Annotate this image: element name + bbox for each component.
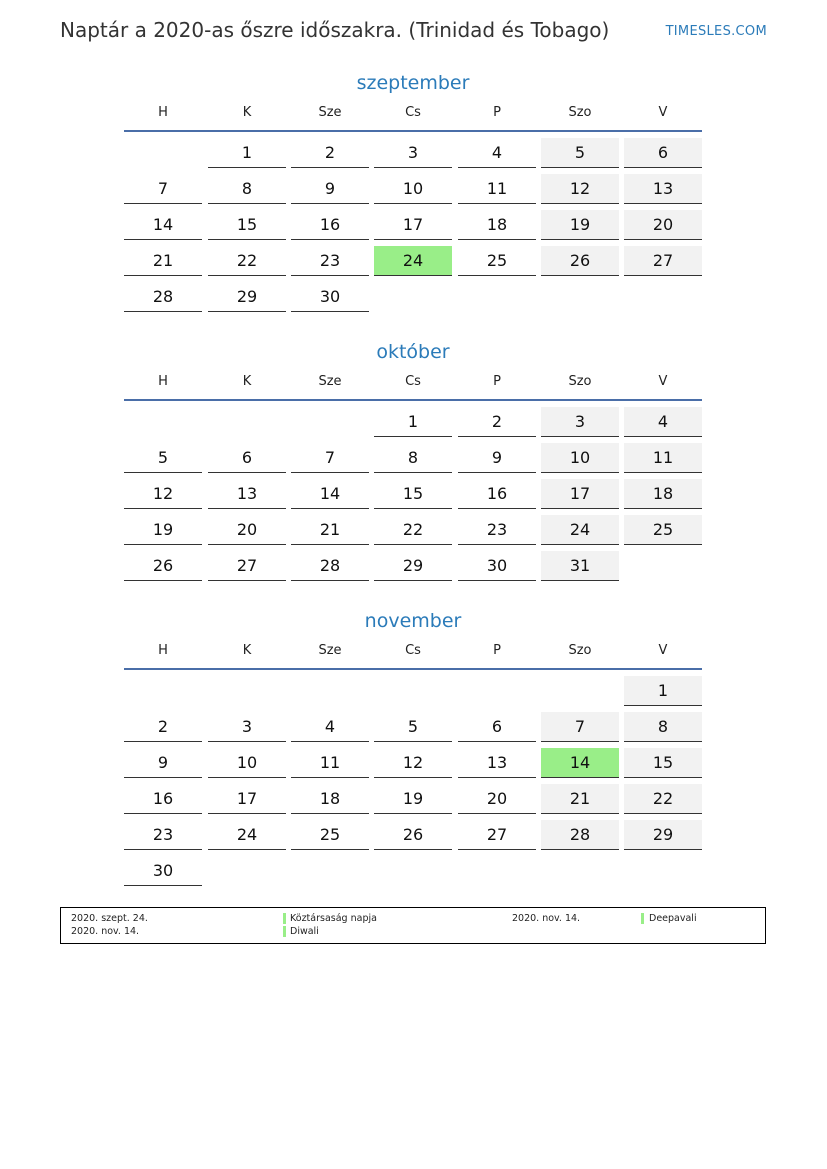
holiday-legend: [60, 907, 766, 944]
day-cell: 27: [624, 246, 702, 276]
day-cell: 29: [208, 282, 286, 312]
day-cell: 21: [541, 784, 619, 814]
day-cell: 15: [208, 210, 286, 240]
day-cell: 21: [124, 246, 202, 276]
weekday-header: V: [658, 374, 668, 389]
day-cell: 13: [458, 748, 536, 778]
day-cell: 26: [541, 246, 619, 276]
day-cell: 8: [374, 443, 452, 473]
day-cell: 20: [624, 210, 702, 240]
weekday-header: Szo: [568, 374, 592, 389]
day-cell: 19: [124, 515, 202, 545]
weekday-header: V: [658, 105, 668, 120]
day-cell: 30: [291, 282, 369, 312]
legend-holiday-name: Diwali: [290, 926, 319, 937]
day-cell: 15: [624, 748, 702, 778]
day-cell: 18: [458, 210, 536, 240]
month-name: szeptember: [356, 72, 470, 94]
day-cell: 8: [624, 712, 702, 742]
day-cell: 25: [291, 820, 369, 850]
day-cell: 10: [541, 443, 619, 473]
day-cell: 28: [291, 551, 369, 581]
day-cell: 19: [374, 784, 452, 814]
day-cell: 11: [624, 443, 702, 473]
weekday-header: K: [242, 643, 252, 658]
day-cell: 4: [624, 407, 702, 437]
weekday-header: H: [158, 105, 168, 120]
day-cell: 8: [208, 174, 286, 204]
day-cell: 23: [291, 246, 369, 276]
day-cell: 23: [124, 820, 202, 850]
legend-date: 2020. nov. 14.: [512, 913, 581, 924]
weekday-header: K: [242, 374, 252, 389]
day-cell: 25: [624, 515, 702, 545]
holiday-color-swatch: [283, 913, 286, 924]
day-cell: 17: [374, 210, 452, 240]
page-title: Naptár a 2020-as őszre időszakra. (Trinidad és Tobago): [60, 18, 610, 42]
weekday-header: Cs: [405, 643, 421, 658]
day-cell: 28: [124, 282, 202, 312]
day-cell: 9: [291, 174, 369, 204]
day-cell: 22: [624, 784, 702, 814]
day-cell: 20: [458, 784, 536, 814]
weekday-header: Szo: [568, 105, 592, 120]
legend-entry: [71, 912, 411, 925]
day-cell: 10: [208, 748, 286, 778]
day-cell: 6: [208, 443, 286, 473]
day-cell: 12: [124, 479, 202, 509]
weekday-header-row: [124, 365, 702, 401]
day-cell: 2: [458, 407, 536, 437]
legend-holiday-name: Deepavali: [649, 913, 697, 924]
weekday-header: Sze: [318, 374, 342, 389]
day-cell: 13: [624, 174, 702, 204]
day-cell: 30: [458, 551, 536, 581]
day-cell: 23: [458, 515, 536, 545]
day-cell: 2: [124, 712, 202, 742]
day-cell: 14: [291, 479, 369, 509]
legend-date: 2020. szept. 24.: [71, 913, 148, 924]
day-cell: 7: [291, 443, 369, 473]
day-cell: 6: [624, 138, 702, 168]
day-cell: 4: [291, 712, 369, 742]
day-cell: 9: [124, 748, 202, 778]
day-cell: 17: [208, 784, 286, 814]
day-cell: 30: [124, 856, 202, 886]
day-cell: 1: [624, 676, 702, 706]
day-cell: 20: [208, 515, 286, 545]
day-cell: 26: [124, 551, 202, 581]
weekday-header: Sze: [318, 643, 342, 658]
month-október: [124, 339, 702, 575]
weekday-header: P: [493, 374, 501, 389]
holiday-color-swatch: [283, 926, 286, 937]
holiday-day-cell: 14: [541, 748, 619, 778]
day-cell: 5: [541, 138, 619, 168]
weekday-header-row: [124, 634, 702, 670]
day-cell: 5: [124, 443, 202, 473]
day-cell: 7: [124, 174, 202, 204]
day-cell: 5: [374, 712, 452, 742]
day-cell: 24: [541, 515, 619, 545]
weekday-header: V: [658, 643, 668, 658]
day-cell: 11: [458, 174, 536, 204]
day-cell: 29: [624, 820, 702, 850]
day-cell: 19: [541, 210, 619, 240]
day-cell: 3: [541, 407, 619, 437]
day-cell: 3: [208, 712, 286, 742]
day-cell: 6: [458, 712, 536, 742]
day-cell: 21: [291, 515, 369, 545]
day-cell: 4: [458, 138, 536, 168]
day-cell: 28: [541, 820, 619, 850]
weekday-header: Szo: [568, 643, 592, 658]
day-cell: 24: [208, 820, 286, 850]
weekday-header: K: [242, 105, 252, 120]
holiday-color-swatch: [641, 913, 644, 924]
day-cell: 31: [541, 551, 619, 581]
day-cell: 17: [541, 479, 619, 509]
day-cell: 1: [208, 138, 286, 168]
day-cell: 16: [291, 210, 369, 240]
day-cell: 13: [208, 479, 286, 509]
day-cell: 27: [458, 820, 536, 850]
day-cell: 16: [124, 784, 202, 814]
day-cell: 25: [458, 246, 536, 276]
weekday-header: Cs: [405, 105, 421, 120]
weekday-header: H: [158, 643, 168, 658]
day-cell: 29: [374, 551, 452, 581]
day-cell: 12: [541, 174, 619, 204]
legend-date: 2020. nov. 14.: [71, 926, 140, 937]
day-cell: 18: [624, 479, 702, 509]
day-cell: 22: [374, 515, 452, 545]
legend-holiday-name: Köztársaság napja: [290, 913, 377, 924]
weekday-header: P: [493, 105, 501, 120]
weekday-header-row: [124, 96, 702, 132]
day-cell: 27: [208, 551, 286, 581]
day-cell: 11: [291, 748, 369, 778]
day-cell: 2: [291, 138, 369, 168]
legend-entry: [512, 912, 762, 925]
weekday-header: Cs: [405, 374, 421, 389]
month-november: [124, 608, 702, 880]
day-cell: 16: [458, 479, 536, 509]
holiday-day-cell: 24: [374, 246, 452, 276]
weekday-header: P: [493, 643, 501, 658]
brand-logo-text[interactable]: TIMESLES.COM: [665, 24, 767, 39]
day-cell: 12: [374, 748, 452, 778]
month-szeptember: [124, 70, 702, 306]
day-cell: 9: [458, 443, 536, 473]
day-cell: 1: [374, 407, 452, 437]
day-cell: 10: [374, 174, 452, 204]
month-name: október: [376, 341, 450, 363]
day-cell: 18: [291, 784, 369, 814]
month-name: november: [364, 610, 462, 632]
day-cell: 26: [374, 820, 452, 850]
day-cell: 15: [374, 479, 452, 509]
day-cell: 3: [374, 138, 452, 168]
weekday-header: H: [158, 374, 168, 389]
day-cell: 14: [124, 210, 202, 240]
legend-entry: [71, 925, 411, 938]
day-cell: 7: [541, 712, 619, 742]
day-cell: 22: [208, 246, 286, 276]
weekday-header: Sze: [318, 105, 342, 120]
